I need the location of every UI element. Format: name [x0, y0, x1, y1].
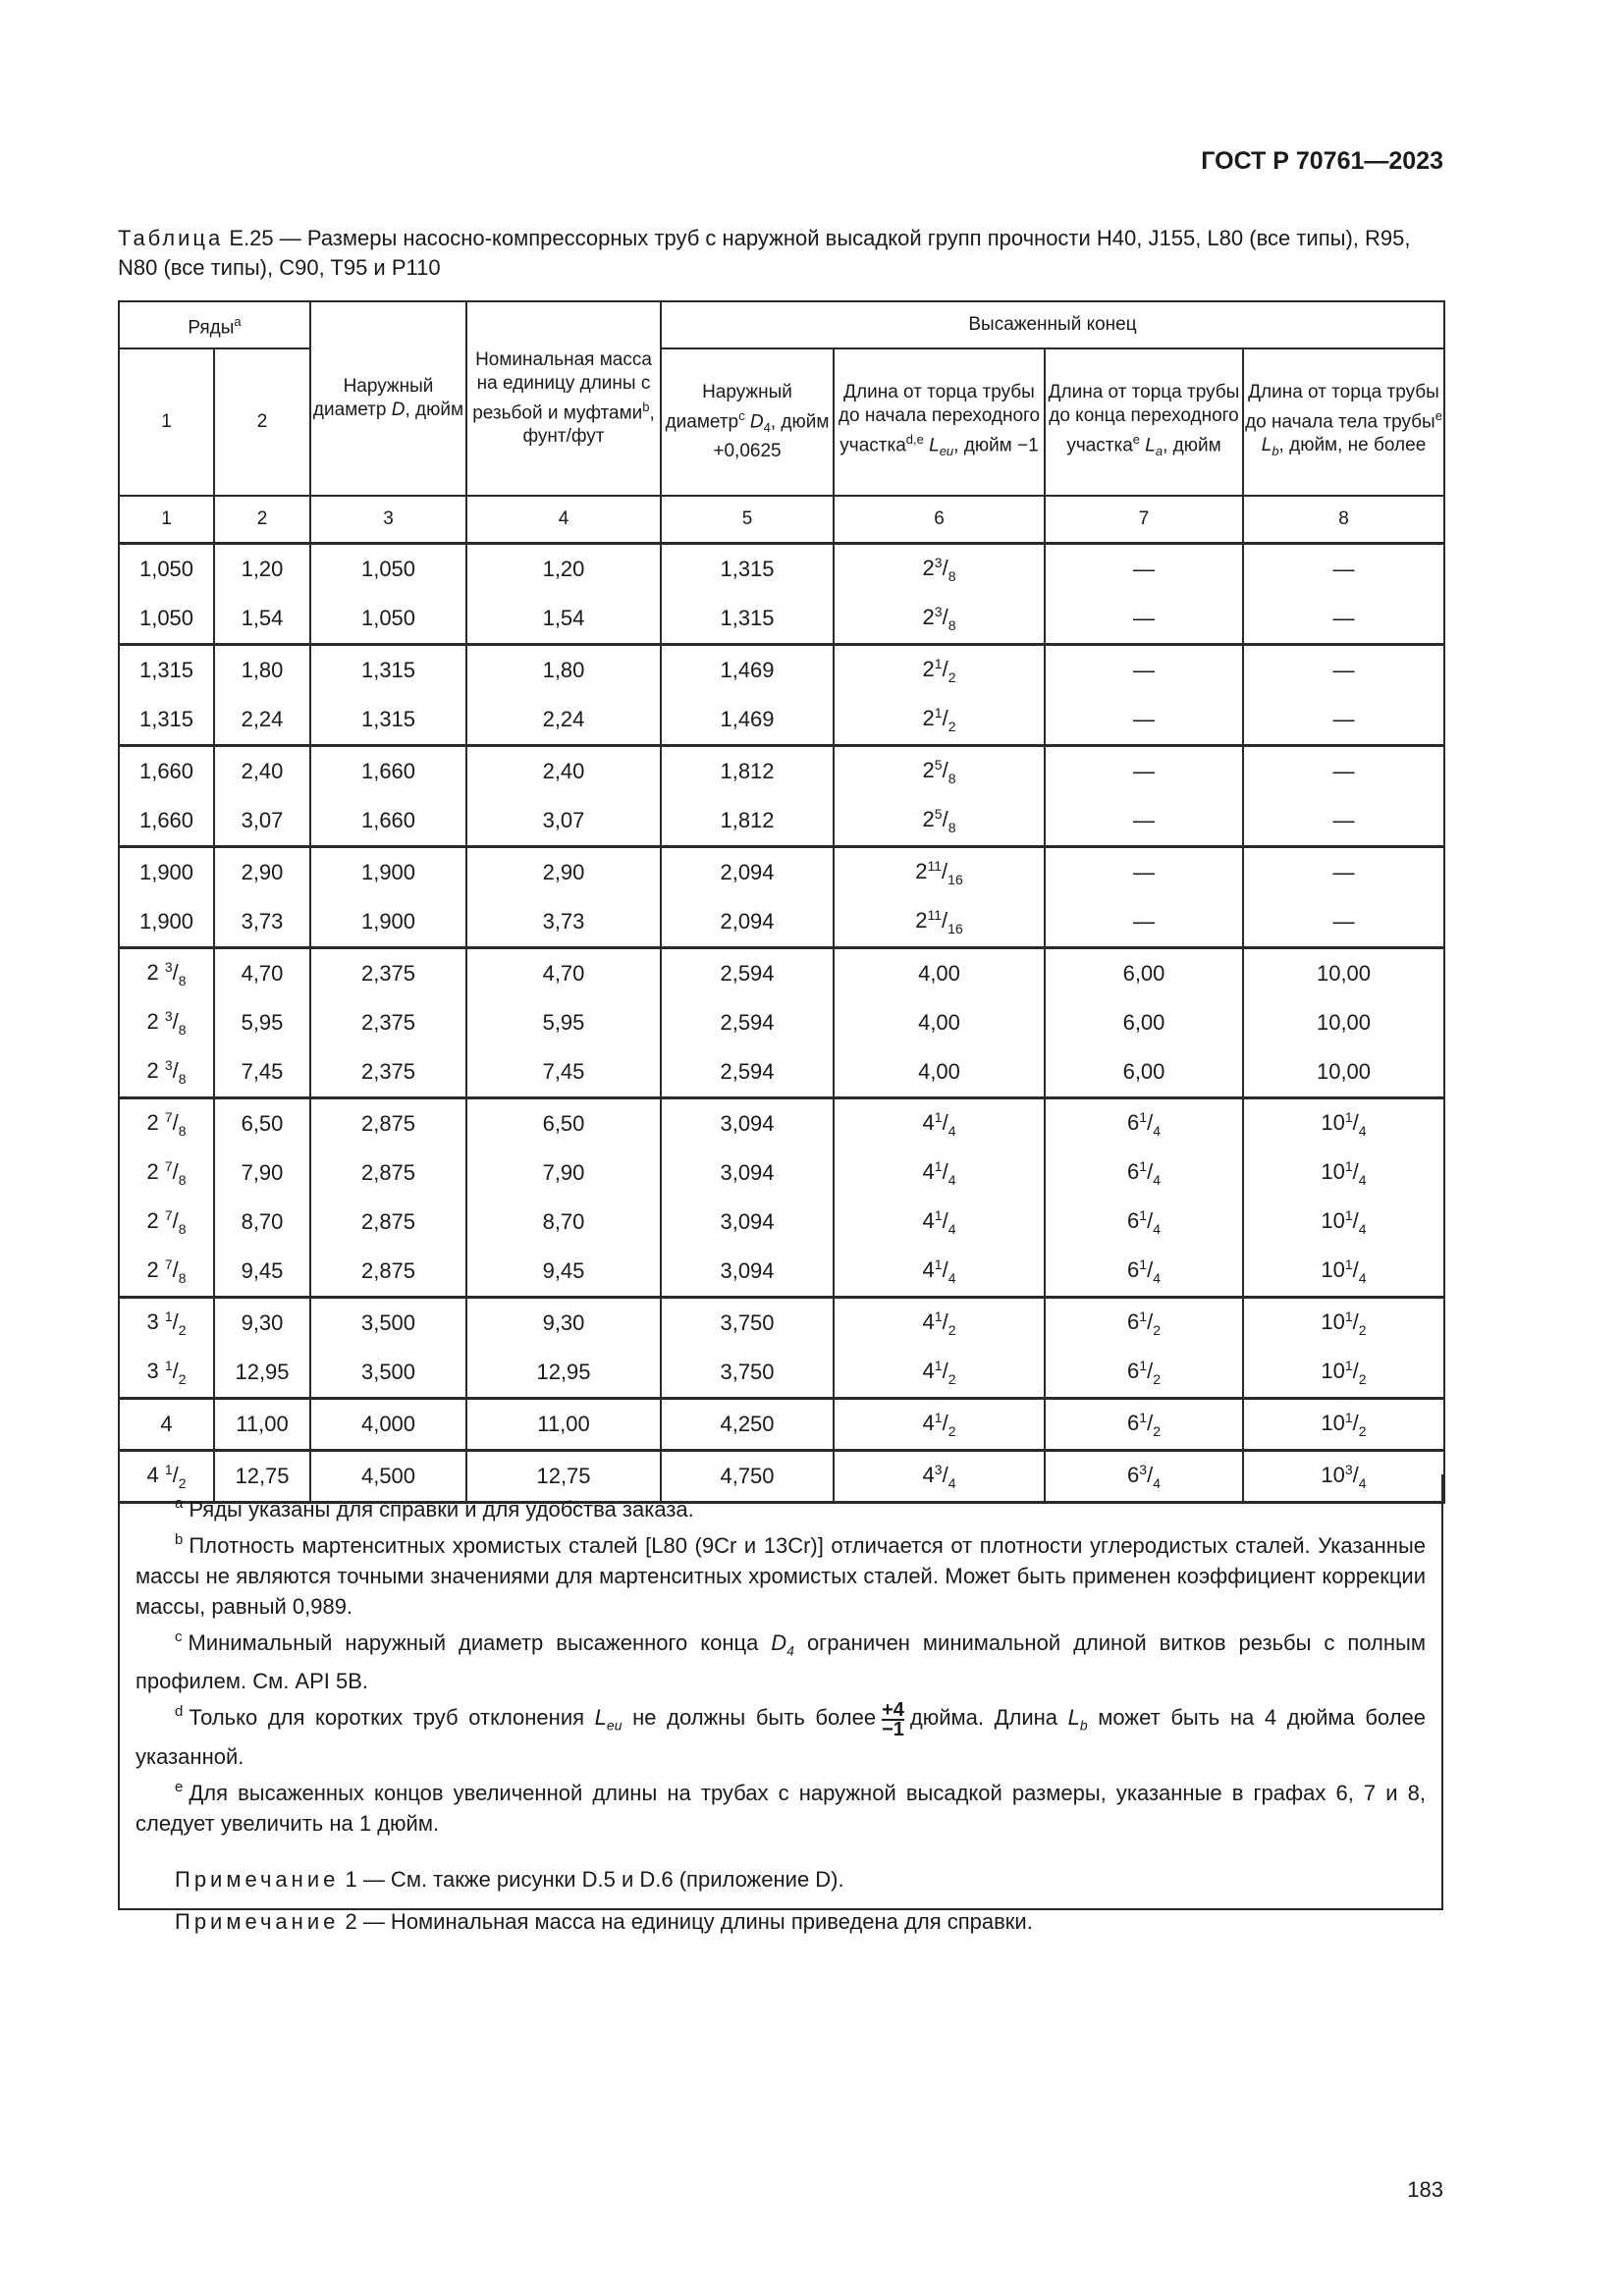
cell-c5: 2,594 — [661, 998, 834, 1047]
cell-c4: 1,80 — [466, 645, 661, 696]
cell-c2: 1,20 — [214, 544, 310, 595]
cell-c3: 1,315 — [310, 645, 466, 696]
cell-c4: 12,95 — [466, 1348, 661, 1399]
cell-c1: 2 $^7/_8$ — [119, 1098, 214, 1149]
header-outer-diameter: Наружный диаметр D, дюйм — [310, 301, 466, 496]
table-row — [119, 695, 1444, 746]
cell-c5: 2,094 — [661, 897, 834, 948]
cell-c5: 1,812 — [661, 746, 834, 797]
cell-c2: 8,70 — [214, 1198, 310, 1247]
col-number: 7 — [1045, 496, 1243, 544]
cell-c2: 6,50 — [214, 1098, 310, 1149]
cell-c2: 9,45 — [214, 1247, 310, 1298]
cell-c2: 1,54 — [214, 594, 310, 645]
cell-c8: $10^1/_2$ — [1243, 1348, 1444, 1399]
cell-c3: 3,500 — [310, 1348, 466, 1399]
table-row — [119, 1047, 1444, 1098]
cell-c7: — — [1045, 897, 1243, 948]
cell-c5: 4,250 — [661, 1399, 834, 1451]
cell-c1: 1,900 — [119, 897, 214, 948]
cell-c7: — — [1045, 594, 1243, 645]
cell-c1: 2 $^3/_8$ — [119, 1047, 214, 1098]
cell-c8: — — [1243, 695, 1444, 746]
cell-c1: 3 $^1/_2$ — [119, 1348, 214, 1399]
cell-c8: $10^1/_4$ — [1243, 1247, 1444, 1298]
cell-c7: $6^1/_2$ — [1045, 1348, 1243, 1399]
cell-c8: 10,00 — [1243, 1047, 1444, 1098]
cell-c5: 1,469 — [661, 645, 834, 696]
cell-c2: 9,30 — [214, 1298, 310, 1349]
cell-c7: $6^3/_4$ — [1045, 1451, 1243, 1503]
cell-c1: 4 — [119, 1399, 214, 1451]
cell-c3: 3,500 — [310, 1298, 466, 1349]
table-row — [119, 544, 1444, 595]
cell-c4: 3,73 — [466, 897, 661, 948]
table-row — [119, 998, 1444, 1047]
cell-c8: — — [1243, 746, 1444, 797]
page-number: 183 — [1407, 2177, 1443, 2202]
cell-c4: 7,45 — [466, 1047, 661, 1098]
cell-c8: $10^3/_4$ — [1243, 1451, 1444, 1503]
cell-c6: $2^3/_8$ — [834, 594, 1045, 645]
cell-c1: 1,660 — [119, 796, 214, 847]
cell-c5: 1,812 — [661, 796, 834, 847]
cell-c2: 7,90 — [214, 1148, 310, 1198]
cell-c7: $6^1/_2$ — [1045, 1298, 1243, 1349]
table-row — [119, 1098, 1444, 1149]
cell-c8: — — [1243, 796, 1444, 847]
cell-c6: $2^{11}/_{16}$ — [834, 897, 1045, 948]
cell-c3: 1,660 — [310, 746, 466, 797]
cell-c8: — — [1243, 847, 1444, 898]
table-row — [119, 1198, 1444, 1247]
col-number: 4 — [466, 496, 661, 544]
cell-c2: 11,00 — [214, 1399, 310, 1451]
table-row — [119, 847, 1444, 898]
cell-c2: 3,73 — [214, 897, 310, 948]
cell-c4: 8,70 — [466, 1198, 661, 1247]
cell-c3: 2,375 — [310, 948, 466, 999]
cell-c6: $4^1/_4$ — [834, 1247, 1045, 1298]
cell-c8: — — [1243, 897, 1444, 948]
cell-c5: 3,094 — [661, 1198, 834, 1247]
header-nominal-mass: Номинальная масса на единицу длины с резьбой и муфтами$^b$, фунт/фут — [466, 301, 661, 496]
cell-c8: $10^1/_4$ — [1243, 1148, 1444, 1198]
footnote-d: $^d$ Только для коротких труб отклонения $L_{eu}$ не должны быть более $\frac{+4}{-1}$ дюйма. Длина $L_b$ может быть на 4 дюйма более указанной. — [135, 1698, 1426, 1769]
cell-c1: 3 $^1/_2$ — [119, 1298, 214, 1349]
caption-label: Таблица — [118, 226, 224, 250]
cell-c2: 5,95 — [214, 998, 310, 1047]
cell-c3: 2,875 — [310, 1098, 466, 1149]
header-row-1: 1 — [119, 348, 214, 496]
footnote-c: $^c$ Минимальный наружный диаметр высаженного конца $D_4$ ограничен минимальной длиной витков резьбы с полным профилем. См. API 5B. — [135, 1629, 1426, 1694]
note-2: Примечание 2 — Номинальная масса на единицу длины приведена для справки. — [175, 1908, 1033, 1934]
table-row — [119, 1348, 1444, 1399]
cell-c6: $2^1/_2$ — [834, 645, 1045, 696]
cell-c7: — — [1045, 695, 1243, 746]
cell-c3: 4,000 — [310, 1399, 466, 1451]
cell-c3: 1,660 — [310, 796, 466, 847]
table-row — [119, 645, 1444, 696]
cell-c2: 4,70 — [214, 948, 310, 999]
cell-c6: $2^3/_8$ — [834, 544, 1045, 595]
cell-c5: 1,469 — [661, 695, 834, 746]
table-caption — [118, 224, 1443, 283]
cell-c6: $4^1/_2$ — [834, 1348, 1045, 1399]
cell-c6: 4,00 — [834, 948, 1045, 999]
cell-c5: 3,750 — [661, 1348, 834, 1399]
cell-c2: 2,90 — [214, 847, 310, 898]
cell-c6: $4^1/_2$ — [834, 1399, 1045, 1451]
cell-c7: 6,00 — [1045, 1047, 1243, 1098]
standard-number: ГОСТ Р 70761—2023 — [1201, 147, 1443, 175]
col-number: 8 — [1243, 496, 1444, 544]
caption-text: E.25 — Размеры насосно-компрессорных труб с наружной высадкой групп прочности H40, J155, L80 (все типы), R95, N80 (все типы), C90, T95 и P110 — [118, 226, 1411, 280]
cell-c7: $6^1/_4$ — [1045, 1198, 1243, 1247]
cell-c4: 11,00 — [466, 1399, 661, 1451]
cell-c1: 4 $^1/_2$ — [119, 1451, 214, 1503]
table-body — [119, 544, 1444, 1503]
cell-c7: $6^1/_4$ — [1045, 1247, 1243, 1298]
cell-c7: — — [1045, 544, 1243, 595]
tolerance-fraction: $\frac{+4}{-1}$ — [882, 1698, 904, 1740]
header-row-2: 2 — [214, 348, 310, 496]
cell-c6: $2^1/_2$ — [834, 695, 1045, 746]
cell-c1: 2 $^7/_8$ — [119, 1198, 214, 1247]
cell-c1: 1,900 — [119, 847, 214, 898]
cell-c3: 2,375 — [310, 1047, 466, 1098]
table-row — [119, 796, 1444, 847]
cell-c1: 2 $^3/_8$ — [119, 948, 214, 999]
table-row — [119, 897, 1444, 948]
header-length-eu: Длина от торца трубы до начала переходного участка$^{d,e}$ $L_{eu}$, дюйм −1 — [834, 348, 1045, 496]
header-upset-end: Высаженный конец — [661, 301, 1444, 348]
table-row — [119, 1247, 1444, 1298]
cell-c7: — — [1045, 645, 1243, 696]
cell-c4: 4,70 — [466, 948, 661, 999]
cell-c4: 7,90 — [466, 1148, 661, 1198]
cell-c8: — — [1243, 645, 1444, 696]
cell-c1: 1,315 — [119, 645, 214, 696]
cell-c2: 2,24 — [214, 695, 310, 746]
cell-c7: 6,00 — [1045, 998, 1243, 1047]
cell-c8: 10,00 — [1243, 948, 1444, 999]
cell-c6: $2^5/_8$ — [834, 796, 1045, 847]
table-row — [119, 1148, 1444, 1198]
cell-c4: 12,75 — [466, 1451, 661, 1503]
table-row — [119, 1298, 1444, 1349]
cell-c4: 2,24 — [466, 695, 661, 746]
cell-c8: $10^1/_2$ — [1243, 1298, 1444, 1349]
cell-c4: 3,07 — [466, 796, 661, 847]
cell-c3: 1,900 — [310, 897, 466, 948]
cell-c2: 3,07 — [214, 796, 310, 847]
cell-c5: 4,750 — [661, 1451, 834, 1503]
cell-c2: 7,45 — [214, 1047, 310, 1098]
cell-c1: 1,050 — [119, 544, 214, 595]
cell-c5: 3,094 — [661, 1098, 834, 1149]
cell-c6: $4^3/_4$ — [834, 1451, 1045, 1503]
footnote-b: $^b$ Плотность мартенситных хромистых сталей [L80 (9Cr и 13Cr)] отличается от плотности углеродистых сталей. Указанные массы не являются точными значениями для мартенситных хромистых сталей. Может быть применен коэффициент коррекции массы, равный 0,989. — [135, 1531, 1426, 1619]
cell-c3: 1,900 — [310, 847, 466, 898]
col-number: 3 — [310, 496, 466, 544]
cell-c5: 3,094 — [661, 1148, 834, 1198]
cell-c7: $6^1/_2$ — [1045, 1399, 1243, 1451]
cell-c1: 2 $^3/_8$ — [119, 998, 214, 1047]
cell-c1: 1,660 — [119, 746, 214, 797]
cell-c2: 2,40 — [214, 746, 310, 797]
cell-c1: 2 $^7/_8$ — [119, 1247, 214, 1298]
cell-c3: 2,875 — [310, 1198, 466, 1247]
cell-c5: 2,594 — [661, 1047, 834, 1098]
cell-c6: $2^{11}/_{16}$ — [834, 847, 1045, 898]
cell-c1: 1,315 — [119, 695, 214, 746]
cell-c1: 1,050 — [119, 594, 214, 645]
cell-c3: 4,500 — [310, 1451, 466, 1503]
cell-c4: 2,40 — [466, 746, 661, 797]
table-row — [119, 594, 1444, 645]
cell-c3: 1,050 — [310, 594, 466, 645]
note-1: Примечание 1 — См. также рисунки D.5 и D.6 (приложение D). — [175, 1866, 844, 1892]
cell-c6: 4,00 — [834, 1047, 1045, 1098]
cell-c4: 1,20 — [466, 544, 661, 595]
cell-c8: $10^1/_4$ — [1243, 1198, 1444, 1247]
cell-c7: — — [1045, 847, 1243, 898]
cell-c7: $6^1/_4$ — [1045, 1148, 1243, 1198]
cell-c4: 5,95 — [466, 998, 661, 1047]
col-number: 6 — [834, 496, 1045, 544]
header-length-a: Длина от торца трубы до конца переходного участка$^e$ $L_a$, дюйм — [1045, 348, 1243, 496]
cell-c3: 1,315 — [310, 695, 466, 746]
cell-c6: $4^1/_4$ — [834, 1098, 1045, 1149]
table-row — [119, 746, 1444, 797]
cell-c8: $10^1/_2$ — [1243, 1399, 1444, 1451]
col-number: 5 — [661, 496, 834, 544]
cell-c6: 4,00 — [834, 998, 1045, 1047]
cell-c2: 1,80 — [214, 645, 310, 696]
cell-c5: 2,094 — [661, 847, 834, 898]
cell-c5: 3,094 — [661, 1247, 834, 1298]
col-number: 2 — [214, 496, 310, 544]
footnote-a: $^a$ Ряды указаны для справки и для удобства заказа. — [175, 1495, 694, 1522]
cell-c6: $4^1/_4$ — [834, 1198, 1045, 1247]
header-rows-group: Ряды$^a$ — [119, 301, 310, 348]
cell-c8: — — [1243, 594, 1444, 645]
cell-c6: $4^1/_2$ — [834, 1298, 1045, 1349]
cell-c5: 2,594 — [661, 948, 834, 999]
cell-c4: 9,45 — [466, 1247, 661, 1298]
cell-c5: 1,315 — [661, 544, 834, 595]
cell-c4: 6,50 — [466, 1098, 661, 1149]
cell-c5: 1,315 — [661, 594, 834, 645]
table-row — [119, 948, 1444, 999]
cell-c6: $2^5/_8$ — [834, 746, 1045, 797]
cell-c4: 1,54 — [466, 594, 661, 645]
cell-c8: — — [1243, 544, 1444, 595]
footnote-e: $^e$ Для высаженных концов увеличенной длины на трубах с наружной высадкой размеры, указанные в графах 6, 7 и 8, следует увеличить на 1 дюйм. — [135, 1778, 1426, 1836]
cell-c2: 12,95 — [214, 1348, 310, 1399]
cell-c7: $6^1/_4$ — [1045, 1098, 1243, 1149]
cell-c4: 9,30 — [466, 1298, 661, 1349]
cell-c6: $4^1/_4$ — [834, 1148, 1045, 1198]
cell-c8: 10,00 — [1243, 998, 1444, 1047]
cell-c2: 12,75 — [214, 1451, 310, 1503]
header-upset-diameter: Наружный диаметр$^c$ $D_4$, дюйм +0,0625 — [661, 348, 834, 496]
cell-c3: 1,050 — [310, 544, 466, 595]
footnotes-area — [118, 1474, 1443, 1934]
cell-c7: 6,00 — [1045, 948, 1243, 999]
cell-c4: 2,90 — [466, 847, 661, 898]
col-number: 1 — [119, 496, 214, 544]
cell-c3: 2,875 — [310, 1148, 466, 1198]
cell-c3: 2,375 — [310, 998, 466, 1047]
header-length-b: Длина от торца трубы до начала тела трубы$^e$ $L_b$, дюйм, не более — [1243, 348, 1444, 496]
cell-c5: 3,750 — [661, 1298, 834, 1349]
cell-c7: — — [1045, 796, 1243, 847]
table-row — [119, 1399, 1444, 1451]
dimensions-table — [118, 300, 1445, 1504]
cell-c1: 2 $^7/_8$ — [119, 1148, 214, 1198]
cell-c7: — — [1045, 746, 1243, 797]
cell-c3: 2,875 — [310, 1247, 466, 1298]
cell-c8: $10^1/_4$ — [1243, 1098, 1444, 1149]
